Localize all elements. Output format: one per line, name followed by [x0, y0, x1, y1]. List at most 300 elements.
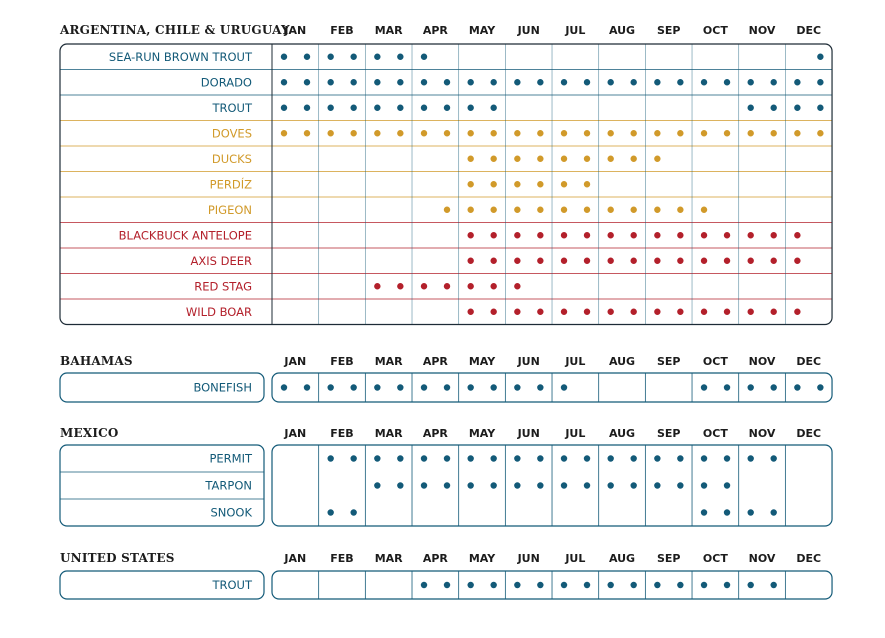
season-dot-jun-late — [537, 181, 543, 187]
season-dot-oct-early — [701, 582, 707, 588]
season-dot-dec-late — [817, 54, 823, 60]
season-dot-feb-early — [327, 455, 333, 461]
season-dot-mar-late — [397, 54, 403, 60]
season-dot-sep-late — [677, 79, 683, 85]
season-dot-nov-late — [771, 455, 777, 461]
season-dot-feb-late — [350, 384, 356, 390]
season-dot-apr-late — [444, 283, 450, 289]
season-dot-apr-late — [444, 582, 450, 588]
season-dot-feb-late — [350, 509, 356, 515]
season-dot-nov-late — [771, 79, 777, 85]
season-dot-jul-early — [561, 309, 567, 315]
season-dot-oct-late — [724, 130, 730, 136]
season-dot-dec-early — [794, 258, 800, 264]
season-dot-dec-early — [794, 384, 800, 390]
season-dot-dec-late — [817, 79, 823, 85]
species-label: PERMIT — [209, 451, 252, 466]
row-axis-deer — [191, 254, 801, 268]
season-dot-feb-late — [350, 79, 356, 85]
month-header-sep: SEP — [656, 24, 681, 37]
season-dot-feb-early — [327, 509, 333, 515]
season-dot-jul-early — [561, 384, 567, 390]
season-dot-may-early — [467, 482, 473, 488]
row-pigeon — [208, 203, 707, 217]
month-header-jul: JUL — [565, 427, 586, 440]
month-header-mar: MAR — [374, 427, 403, 440]
season-dot-may-early — [467, 181, 473, 187]
season-dot-apr-early — [421, 482, 427, 488]
month-header-jul: JUL — [565, 552, 586, 565]
season-dot-may-late — [490, 232, 496, 238]
month-header-oct: OCT — [702, 355, 728, 368]
season-dot-aug-late — [630, 309, 636, 315]
season-dot-dec-late — [817, 105, 823, 111]
season-dot-may-late — [490, 207, 496, 213]
season-dot-jun-early — [514, 181, 520, 187]
season-dot-jun-late — [537, 156, 543, 162]
season-dot-aug-early — [607, 482, 613, 488]
season-dot-jun-early — [514, 482, 520, 488]
season-dot-apr-early — [421, 54, 427, 60]
season-dot-mar-early — [374, 79, 380, 85]
season-dot-jan-late — [304, 130, 310, 136]
season-dot-apr-late — [444, 207, 450, 213]
season-dot-feb-early — [327, 54, 333, 60]
species-label: RED STAG — [194, 279, 252, 294]
season-dot-aug-early — [607, 309, 613, 315]
season-dot-mar-late — [397, 384, 403, 390]
season-dot-jul-early — [561, 130, 567, 136]
season-dot-may-late — [490, 309, 496, 315]
month-header-jul: JUL — [565, 355, 586, 368]
season-dot-oct-early — [701, 309, 707, 315]
season-dot-oct-late — [724, 482, 730, 488]
season-dot-sep-early — [654, 232, 660, 238]
season-dot-may-late — [490, 283, 496, 289]
season-dot-feb-early — [327, 79, 333, 85]
season-dot-apr-early — [421, 582, 427, 588]
season-dot-may-early — [467, 232, 473, 238]
season-dot-oct-late — [724, 455, 730, 461]
season-dot-may-late — [490, 582, 496, 588]
season-dot-dec-late — [817, 384, 823, 390]
month-header-dec: DEC — [796, 24, 822, 37]
season-dot-sep-late — [677, 582, 683, 588]
row-dorado — [201, 75, 824, 89]
month-header-jan: JAN — [284, 24, 307, 37]
season-dot-nov-early — [748, 105, 754, 111]
season-dot-jul-late — [584, 207, 590, 213]
season-dot-may-late — [490, 130, 496, 136]
season-dot-may-late — [490, 482, 496, 488]
month-header-nov: NOV — [748, 427, 776, 440]
season-dot-oct-early — [701, 232, 707, 238]
month-header-oct: OCT — [702, 552, 728, 565]
species-label: BONEFISH — [193, 380, 252, 395]
season-dot-sep-late — [677, 482, 683, 488]
season-dot-jun-early — [514, 283, 520, 289]
month-header-aug: AUG — [608, 552, 636, 565]
season-dot-jan-late — [304, 105, 310, 111]
month-header-nov: NOV — [748, 552, 776, 565]
season-dot-mar-early — [374, 482, 380, 488]
month-header-nov: NOV — [748, 355, 776, 368]
season-dot-jul-early — [561, 232, 567, 238]
month-header-feb: FEB — [330, 355, 354, 368]
month-header-may: MAY — [468, 355, 496, 368]
species-label: SNOOK — [210, 505, 252, 520]
month-header-oct: OCT — [702, 427, 728, 440]
season-dot-aug-early — [607, 130, 613, 136]
season-dot-sep-late — [677, 258, 683, 264]
season-dot-sep-early — [654, 582, 660, 588]
season-dot-mar-late — [397, 283, 403, 289]
month-header-may: MAY — [468, 427, 496, 440]
season-dot-mar-late — [397, 105, 403, 111]
month-header-mar: MAR — [374, 24, 403, 37]
season-dot-jan-late — [304, 54, 310, 60]
season-dot-jan-late — [304, 384, 310, 390]
season-dot-jun-late — [537, 258, 543, 264]
season-dot-aug-early — [607, 207, 613, 213]
row-trout — [211, 101, 823, 115]
month-header-feb: FEB — [330, 552, 354, 565]
season-dot-apr-early — [421, 105, 427, 111]
season-dot-apr-late — [444, 130, 450, 136]
season-dot-jun-late — [537, 384, 543, 390]
season-dot-aug-early — [607, 455, 613, 461]
season-dot-jun-late — [537, 79, 543, 85]
season-dot-apr-late — [444, 384, 450, 390]
month-header-jan: JAN — [284, 552, 307, 565]
season-dot-jul-early — [561, 258, 567, 264]
season-dot-oct-early — [701, 384, 707, 390]
month-header-jan: JAN — [284, 427, 307, 440]
region-united-states — [60, 551, 832, 599]
region-title: UNITED STATES — [60, 551, 175, 565]
season-dot-aug-late — [630, 258, 636, 264]
season-dot-jan-early — [281, 130, 287, 136]
month-header-sep: SEP — [656, 552, 681, 565]
species-label: TARPON — [205, 478, 252, 493]
season-dot-nov-early — [748, 455, 754, 461]
season-dot-nov-late — [771, 130, 777, 136]
season-dot-nov-early — [748, 384, 754, 390]
season-dot-feb-late — [350, 54, 356, 60]
month-header-aug: AUG — [608, 427, 636, 440]
species-label: TROUT — [212, 100, 252, 115]
season-dot-may-early — [467, 455, 473, 461]
season-dot-sep-early — [654, 79, 660, 85]
season-dot-apr-late — [444, 482, 450, 488]
region-argentina-chile-uruguay — [59, 23, 832, 325]
season-dot-may-early — [467, 309, 473, 315]
season-dot-jun-late — [537, 207, 543, 213]
season-dot-nov-late — [771, 232, 777, 238]
month-header-dec: DEC — [796, 552, 822, 565]
season-dot-jun-late — [537, 309, 543, 315]
season-dot-mar-early — [374, 455, 380, 461]
season-dot-apr-early — [421, 130, 427, 136]
season-dot-aug-late — [630, 79, 636, 85]
season-dot-sep-late — [677, 309, 683, 315]
season-dot-jun-early — [514, 130, 520, 136]
season-dot-dec-early — [794, 79, 800, 85]
season-dot-aug-late — [630, 582, 636, 588]
season-dot-sep-early — [654, 130, 660, 136]
species-label: PERDÍZ — [209, 177, 252, 192]
season-dot-may-early — [467, 258, 473, 264]
region-title: BAHAMAS — [60, 354, 133, 368]
month-header-dec: DEC — [796, 427, 822, 440]
season-dot-jul-early — [561, 181, 567, 187]
season-dot-may-early — [467, 79, 473, 85]
season-dot-aug-early — [607, 79, 613, 85]
season-dot-feb-late — [350, 105, 356, 111]
season-dot-oct-early — [701, 79, 707, 85]
season-dot-apr-late — [444, 455, 450, 461]
month-header-nov: NOV — [748, 24, 776, 37]
season-dot-jun-early — [514, 207, 520, 213]
season-dot-jul-early — [561, 79, 567, 85]
season-dot-feb-early — [327, 130, 333, 136]
season-dot-oct-early — [701, 509, 707, 515]
season-dot-may-late — [490, 258, 496, 264]
season-dot-nov-early — [748, 582, 754, 588]
season-dot-apr-early — [421, 79, 427, 85]
season-dot-aug-late — [630, 455, 636, 461]
season-dot-jun-late — [537, 232, 543, 238]
month-header-feb: FEB — [330, 427, 354, 440]
season-dot-sep-early — [654, 258, 660, 264]
region-title: ARGENTINA, CHILE & URUGUAY — [60, 23, 290, 37]
season-dot-mar-late — [397, 455, 403, 461]
season-dot-jun-late — [537, 455, 543, 461]
region-mexico — [60, 426, 832, 526]
season-dot-oct-late — [724, 309, 730, 315]
season-dot-jun-early — [514, 232, 520, 238]
season-dot-jul-late — [584, 455, 590, 461]
region-bahamas — [60, 354, 832, 402]
season-dot-jan-early — [281, 105, 287, 111]
season-dot-aug-late — [630, 482, 636, 488]
month-header-may: MAY — [468, 552, 496, 565]
region-title: MEXICO — [60, 426, 119, 440]
month-header-may: MAY — [468, 24, 496, 37]
season-dot-jun-late — [537, 582, 543, 588]
month-header-jan: JAN — [284, 355, 307, 368]
season-dot-nov-early — [748, 309, 754, 315]
season-dot-may-late — [490, 156, 496, 162]
season-dot-jul-early — [561, 156, 567, 162]
season-dot-jul-late — [584, 130, 590, 136]
season-dot-aug-late — [630, 232, 636, 238]
table-frame — [60, 44, 832, 325]
season-dot-sep-early — [654, 156, 660, 162]
month-header-sep: SEP — [656, 427, 681, 440]
season-dot-may-late — [490, 455, 496, 461]
species-label: BLACKBUCK ANTELOPE — [118, 228, 252, 243]
season-dot-oct-early — [701, 455, 707, 461]
season-dot-apr-early — [421, 455, 427, 461]
season-dot-dec-late — [817, 130, 823, 136]
month-header-aug: AUG — [608, 24, 636, 37]
season-dot-may-early — [467, 105, 473, 111]
month-header-mar: MAR — [374, 355, 403, 368]
season-dot-mar-late — [397, 482, 403, 488]
season-dot-may-early — [467, 156, 473, 162]
row-bonefish — [193, 381, 823, 395]
season-dot-jul-early — [561, 582, 567, 588]
month-header-jun: JUN — [517, 427, 540, 440]
season-dot-aug-late — [630, 130, 636, 136]
row-sea-run-brown-trout — [109, 50, 824, 64]
species-label: DORADO — [200, 75, 252, 90]
row-wild-boar — [186, 305, 801, 319]
season-dot-jan-early — [281, 79, 287, 85]
month-header-jun: JUN — [517, 24, 540, 37]
row-blackbuck-antelope — [119, 228, 801, 242]
season-dot-aug-late — [630, 156, 636, 162]
season-dot-dec-early — [794, 130, 800, 136]
season-dot-oct-late — [724, 79, 730, 85]
season-dot-nov-early — [748, 79, 754, 85]
season-dot-aug-early — [607, 582, 613, 588]
season-dot-aug-early — [607, 258, 613, 264]
month-header-dec: DEC — [796, 355, 822, 368]
season-dot-sep-late — [677, 455, 683, 461]
row-tarpon — [204, 479, 730, 493]
season-dot-mar-early — [374, 54, 380, 60]
season-dot-sep-late — [677, 130, 683, 136]
species-label: DOVES — [211, 126, 252, 141]
season-dot-oct-late — [724, 384, 730, 390]
month-header-sep: SEP — [656, 355, 681, 368]
season-dot-jul-late — [584, 232, 590, 238]
season-dot-jul-late — [584, 482, 590, 488]
season-dot-oct-late — [724, 258, 730, 264]
season-dot-sep-late — [677, 232, 683, 238]
season-dot-mar-early — [374, 105, 380, 111]
month-header-jun: JUN — [517, 355, 540, 368]
season-dot-aug-early — [607, 232, 613, 238]
season-dot-mar-early — [374, 130, 380, 136]
season-dot-dec-early — [794, 232, 800, 238]
month-header-feb: FEB — [330, 24, 354, 37]
season-dot-sep-late — [677, 207, 683, 213]
season-dot-oct-late — [724, 509, 730, 515]
season-dot-jun-late — [537, 482, 543, 488]
species-label: PIGEON — [207, 202, 252, 217]
season-dot-jun-early — [514, 582, 520, 588]
season-dot-may-late — [490, 181, 496, 187]
season-dot-jul-late — [584, 309, 590, 315]
season-dot-jun-early — [514, 156, 520, 162]
season-dot-jan-early — [281, 54, 287, 60]
season-dot-may-late — [490, 105, 496, 111]
season-dot-mar-early — [374, 283, 380, 289]
season-dot-aug-late — [630, 207, 636, 213]
season-dot-may-early — [467, 207, 473, 213]
season-dot-apr-late — [444, 105, 450, 111]
season-dot-feb-late — [350, 455, 356, 461]
season-dot-nov-early — [748, 258, 754, 264]
season-dot-jun-early — [514, 455, 520, 461]
season-dot-mar-late — [397, 79, 403, 85]
season-dot-jul-late — [584, 79, 590, 85]
season-dot-dec-early — [794, 309, 800, 315]
season-dot-nov-late — [771, 309, 777, 315]
season-dot-sep-early — [654, 482, 660, 488]
season-dot-may-early — [467, 384, 473, 390]
season-dot-nov-late — [771, 384, 777, 390]
month-header-mar: MAR — [374, 552, 403, 565]
season-dot-sep-early — [654, 455, 660, 461]
species-label: DUCKS — [211, 151, 252, 166]
season-dot-jul-late — [584, 181, 590, 187]
season-dot-nov-early — [748, 232, 754, 238]
season-dot-may-late — [490, 384, 496, 390]
season-dot-jul-late — [584, 156, 590, 162]
season-dot-nov-early — [748, 130, 754, 136]
season-dot-nov-late — [771, 105, 777, 111]
month-header-oct: OCT — [702, 24, 728, 37]
season-dot-may-early — [467, 130, 473, 136]
species-label: SEA-RUN BROWN TROUT — [108, 49, 252, 64]
season-dot-jun-early — [514, 384, 520, 390]
season-dot-oct-early — [701, 258, 707, 264]
season-dot-sep-early — [654, 309, 660, 315]
season-dot-jun-early — [514, 258, 520, 264]
season-dot-feb-early — [327, 384, 333, 390]
species-label: WILD BOAR — [185, 304, 252, 319]
season-dot-feb-late — [350, 130, 356, 136]
month-header-apr: APR — [422, 355, 448, 368]
month-header-apr: APR — [422, 427, 448, 440]
season-dot-feb-early — [327, 105, 333, 111]
species-label: TROUT — [212, 578, 252, 592]
season-dot-oct-late — [724, 582, 730, 588]
season-dot-oct-early — [701, 130, 707, 136]
season-dot-sep-early — [654, 207, 660, 213]
season-dot-nov-early — [748, 509, 754, 515]
season-dot-nov-late — [771, 509, 777, 515]
season-dot-aug-early — [607, 156, 613, 162]
season-dot-oct-early — [701, 482, 707, 488]
season-dot-apr-late — [444, 79, 450, 85]
row-doves — [212, 126, 824, 140]
row-ducks — [212, 152, 661, 166]
month-header-aug: AUG — [608, 355, 636, 368]
season-dot-may-early — [467, 283, 473, 289]
season-dot-jul-late — [584, 258, 590, 264]
month-header-jun: JUN — [517, 552, 540, 565]
season-dot-jun-early — [514, 309, 520, 315]
species-label: AXIS DEER — [190, 253, 252, 268]
month-header-apr: APR — [422, 24, 448, 37]
season-dot-nov-late — [771, 582, 777, 588]
season-dot-jul-early — [561, 455, 567, 461]
season-dot-jul-late — [584, 582, 590, 588]
season-dot-mar-late — [397, 130, 403, 136]
season-dot-jul-early — [561, 207, 567, 213]
season-dot-mar-early — [374, 384, 380, 390]
season-dot-may-early — [467, 582, 473, 588]
season-dot-jul-early — [561, 482, 567, 488]
row-red-stag — [194, 279, 520, 293]
season-dot-nov-late — [771, 258, 777, 264]
season-dot-jun-late — [537, 130, 543, 136]
